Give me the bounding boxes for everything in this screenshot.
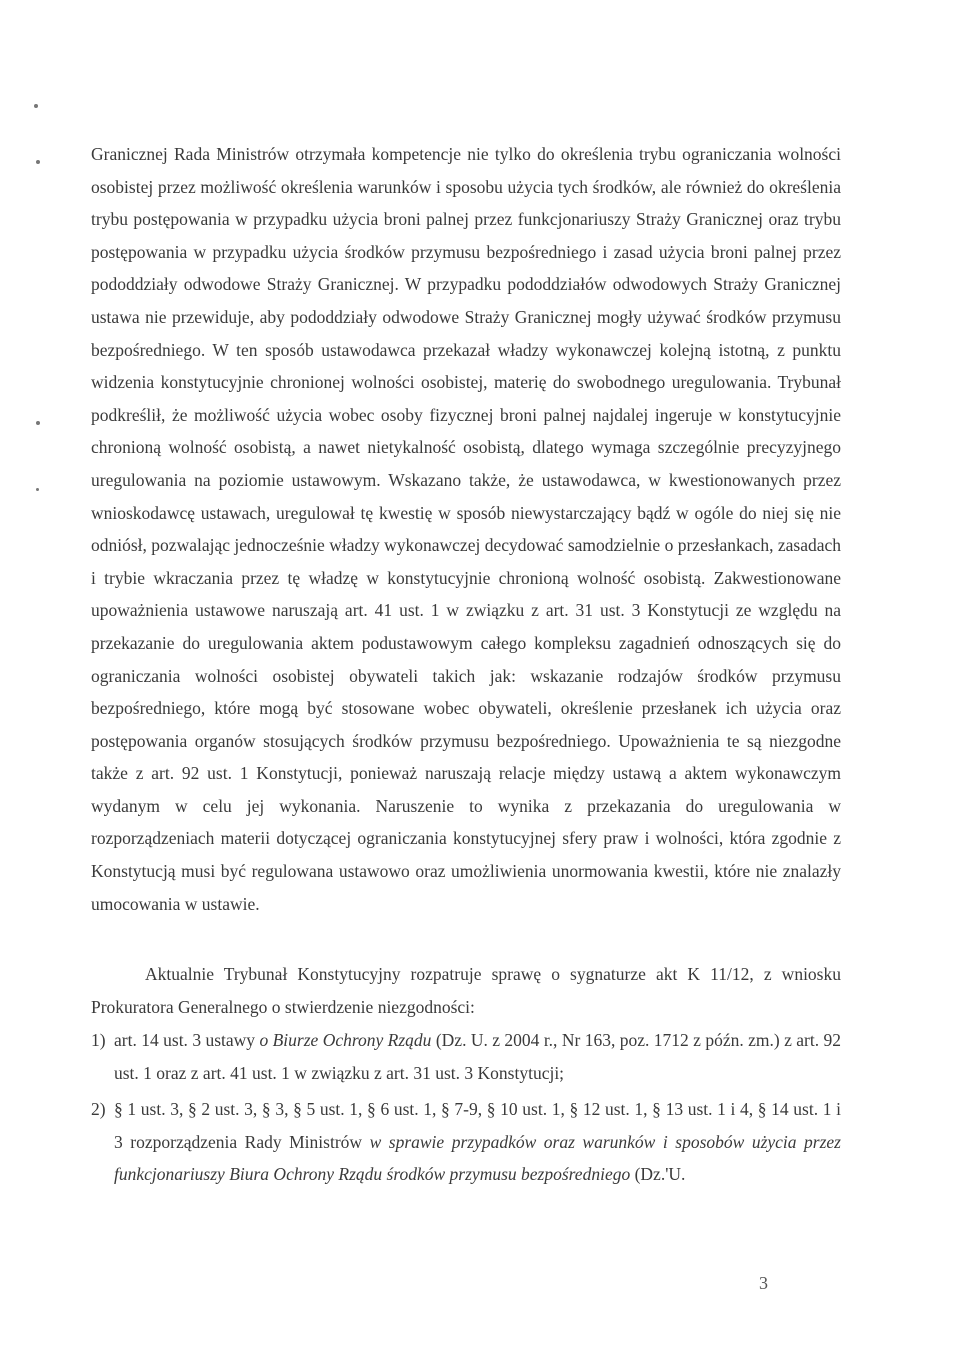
list-item — [91, 1024, 841, 1089]
scan-dot — [36, 421, 40, 425]
numbered-list — [91, 1024, 841, 1195]
list-number: 2) — [91, 1099, 106, 1120]
list-text-italic: o Biurze Ochrony Rządu — [259, 1030, 432, 1050]
list-text: (Dz.'U. — [630, 1164, 686, 1185]
body-paragraph: Granicznej Rada Ministrów otrzymała kompetencje nie tylko do określenia trybu ograniczania wolności osobistej przez możliwość określenia warunków i sposobu użycia tych środków, ale również do określenia trybu postępowania w przypadku użycia broni palnej przez funkcjonariuszy Straży Granicznej oraz trybu postępowania w przypadku użycia środków przymusu bezpośredniego i zasad użycia broni palnej przez pododdziały odwodowe Straży Granicznej. W przypadku pododdziałów odwodowych Straży Granicznej ustawa nie przewiduje, aby pododdziały odwodowe Straży Granicznej mogły używać środków przymusu bezpośredniego. W ten sposób ustawodawca przekazał władzy wykonawczej kolejną istotną, z punktu widzenia konstytucyjnie chronionej wolności osobistej, materię do swobodnego uregulowania. Trybunał podkreślił, że możliwość użycia wobec osoby fizycznej broni palnej najdalej ingeruje w konstytucyjnie chronioną wolność osobistą, a nawet nietykalność osobistą, dlatego wymaga szczególnie precyzyjnego uregulowania na poziomie ustawowym. Wskazano także, że ustawodawca, w kwestionowanych przez wnioskodawcę ustawach, uregulował tę kwestię w sposób niewystarczający bądź w ogóle do niej się nie odniósł, pozwalając jednocześnie władzy wykonawczej decydować samodzielnie o przesłankach, zasadach i trybie wkraczania przez tę władzę w konstytucyjnie chronioną wolność osobistą. Zakwestionowane upoważnienia ustawowe naruszają art. 41 ust. 1 w związku z art. 31 ust. 3 Konstytucji ze względu na przekazanie do uregulowania aktem podustawowym całego kompleksu zagadnień odnoszących się do ograniczania wolności osobistej obywateli takich jak: wskazanie rodzajów środków przymusu bezpośredniego, które mogą być stosowane wobec obywateli, określenie przesłanek ich użycia oraz postępowania organów stosujących środków przymusu bezpośredniego. Upoważnienia te są niezgodne także z art. 92 ust. 1 Konstytucji, ponieważ naruszają relacje między ustawą a aktem wykonawczym wydanym w celu jej wykonania. Naruszenie to wynika z przekazania do uregulowania w rozporządzeniach materii dotyczącej ograniczania konstytucyjnej sfery praw i wolności, która zgodnie z Konstytucją musi być regulowana ustawowo oraz umożliwienia unormowania kwestii, które nie znalazły umocowania w ustawie. — [91, 144, 841, 914]
page-number: 3 — [759, 1273, 768, 1293]
list-item — [91, 1093, 841, 1191]
body-paragraph: Aktualnie Trybunał Konstytucyjny rozpatruje sprawę o sygnaturze akt K 11/12, z wniosku Prokuratora Generalnego o stwierdzenie niezgodności: — [91, 964, 841, 1017]
list-text-italic: w sprawie przypadków oraz warunków i sposobów użycia przez funkcjonariuszy Biura Ochrony Rządu środków przymusu bezpośredniego — [114, 1131, 841, 1185]
scan-dot — [34, 104, 38, 108]
list-text: § 1 ust. 3, § 2 ust. 3, § 3, § 5 ust. 1, § 6 ust. 1, § 7-9, § 10 ust. 1, § 12 ust. 1, § 13 ust. 1 i 4, § 14 ust. 1 i 3 rozporządzenia Rady Ministrów — [114, 1099, 841, 1152]
list-number: 1) — [91, 1030, 106, 1050]
list-text: (Dz. U. z 2004 r., Nr 163, poz. 1712 z późn. zm.) z art. 92 ust. 1 oraz z art. 41 ust. 1 w związku z art. 31 ust. 3 Konstytucji; — [114, 1030, 841, 1083]
list-text: art. 14 ust. 3 ustawy — [114, 1030, 260, 1050]
scan-dot — [36, 488, 39, 491]
scan-dot — [36, 160, 40, 164]
